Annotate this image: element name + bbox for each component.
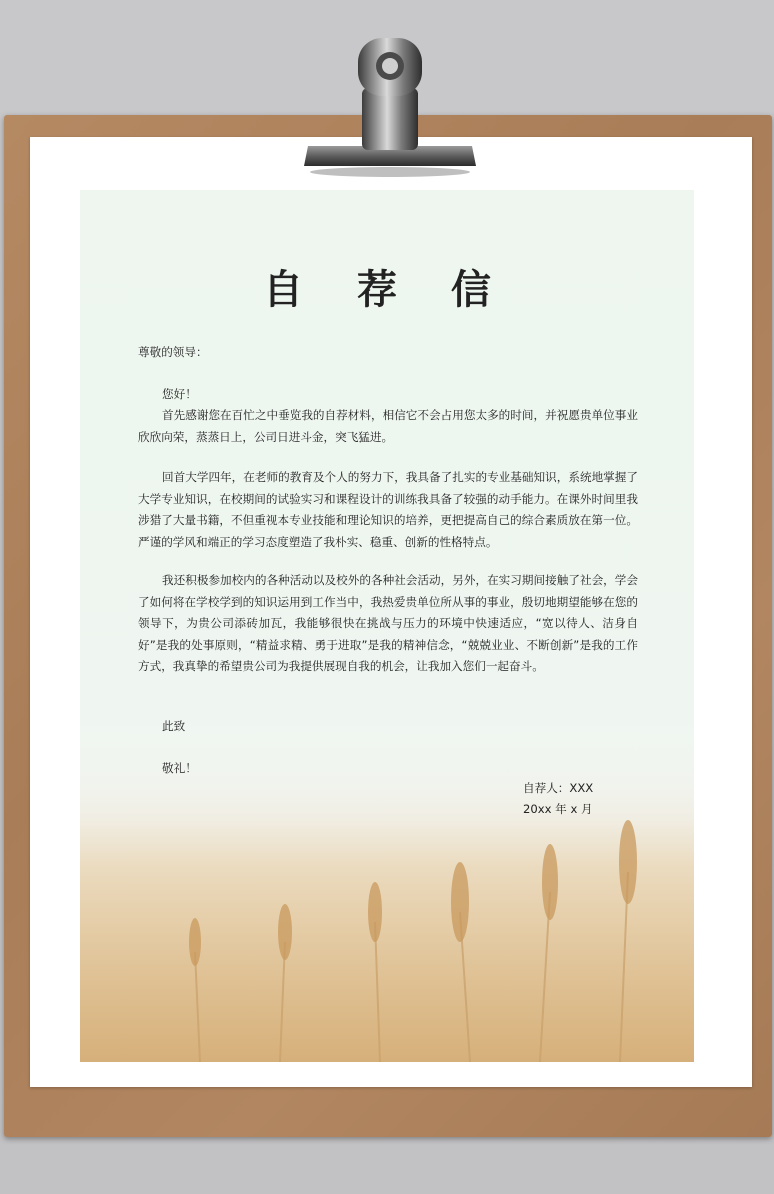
- greeting: 您好！: [162, 387, 197, 401]
- date: 20xx 年 x 月: [523, 802, 593, 816]
- closing-line-2: 敬礼！: [162, 761, 197, 775]
- paragraph-3: 我还积极参加校内的各种活动以及校外的各种社会活动，另外，在实习期间接触了社会，学会了如何将在学校学到的知识运用到工作当中，我热爱贵单位所从事的事业，殷切地期望能够在您的领导下，为贵公司添砖加瓦，我能够很快在挑战与压力的环境中快速适应，“宽以待人、洁身自好”是我的处事原则，“精益求精、勇于进取”是我的精神信念，“兢兢业业、不断创新”是我的工作方式，我真挚的希望贵公司为我提供展现自我的机会，让我加入您们一起奋斗。: [138, 573, 638, 673]
- closing-line-1: 此致: [162, 719, 186, 733]
- paragraph-1: 首先感谢您在百忙之中垂览我的自荐材料，相信它不会占用您太多的时间，并祝愿贵单位事业欣欣向荣，蒸蒸日上，公司日进斗金，突飞猛进。: [138, 408, 638, 444]
- letter-title: 自 荐 信: [263, 267, 511, 313]
- signature: 自荐人：XXX: [523, 781, 594, 795]
- letter-page: [80, 190, 694, 1062]
- salutation: 尊敬的领导：: [138, 345, 208, 359]
- binder-clip-icon: [300, 28, 480, 178]
- paragraph-2: 回首大学四年，在老师的教育及个人的努力下，我具备了扎实的专业基础知识，系统地掌握了大学专业知识，在校期间的试验实习和课程设计的训练我具备了较强的动手能力。在课外时间里我涉猎了大量书籍，不但重视本专业技能和理论知识的培养，更把提高自己的综合素质放在第一位。严谨的学风和端正的学习态度塑造了我朴实、稳重、创新的性格特点。: [138, 470, 638, 549]
